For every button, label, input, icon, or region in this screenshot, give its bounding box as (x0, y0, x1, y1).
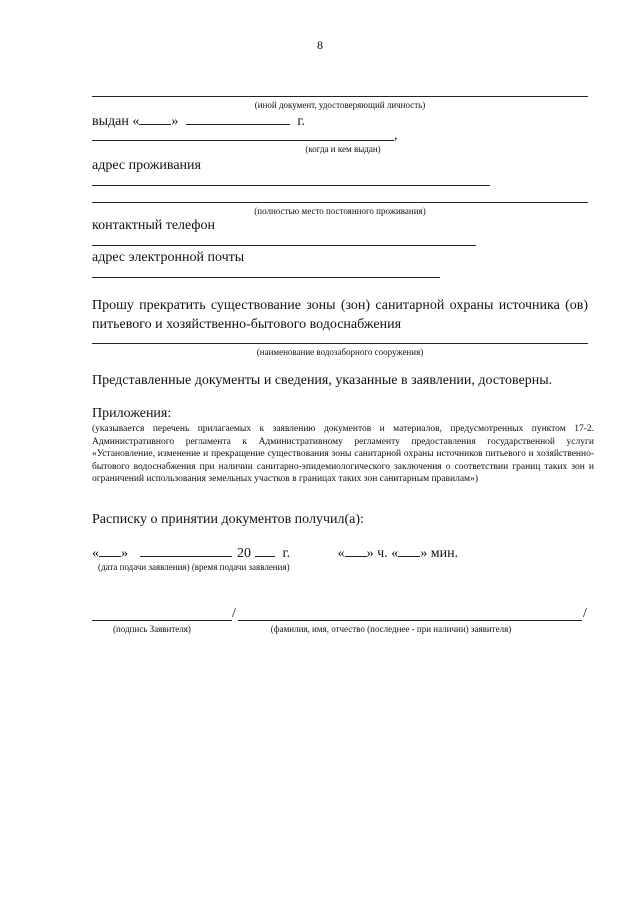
signature-caption: (подпись Заявителя) (113, 624, 191, 634)
receipt-year-prefix: 20 (237, 546, 251, 561)
receipt-day-quote-open: « (92, 546, 99, 561)
receipt-year-suffix: г. (282, 546, 291, 561)
receipt-day-field (99, 544, 121, 557)
email-line (92, 277, 440, 278)
applicant-name-line (238, 620, 582, 621)
issued-by-caption: (когда и кем выдан) (305, 144, 381, 154)
receipt-date-time-row (92, 544, 458, 562)
attachments-note: (указывается перечень прилагаемых к заявлению документов и материалов, предусмотренных пунктом 17-2. Административного регламента к Административному регламенту предоставления государственной услуги «Установление, изменение и прекращение существования зоны санитарной охраны источников питьевого и хозяйственно-бытового водоснабжения при наличии санитарно-эпидемиологического заключения о соответствии границ таких зон и ограничений использования земельных участков в границах таких зон санитарным правилам») (92, 424, 594, 484)
receipt-hour-quote-close: » (366, 546, 374, 561)
residence-caption: (полностью место постоянного проживания) (254, 206, 426, 216)
issued-by-comma: , (394, 128, 398, 143)
issued-day-field (139, 112, 171, 125)
residence-line-2 (92, 202, 588, 203)
receipt-hours-label: ч. (377, 546, 388, 561)
receipt-caption: (дата подачи заявления) (время подачи заявления) (98, 562, 290, 572)
receipt-hour-field (345, 544, 367, 557)
request-caption: (наименование водозаборного сооружения) (256, 347, 424, 357)
receipt-minute-field (398, 544, 420, 557)
phone-line (92, 245, 476, 246)
page-number: 8 (317, 38, 323, 52)
applicant-name-caption: (фамилия, имя, отчество (последнее - при наличии) заявителя) (270, 624, 512, 634)
phone-label: контактный телефон (92, 218, 215, 233)
issued-quote-close: » (171, 114, 179, 129)
receipt-minute-quote-open: « (391, 546, 399, 561)
receipt-day-quote-close: » (121, 546, 128, 561)
identity-doc-caption: (иной документ, удостоверяющий личность) (254, 100, 426, 110)
issued-by-line (92, 140, 394, 141)
signature-line (92, 620, 232, 621)
receipt-title: Расписку о принятии документов получил(а): (92, 512, 364, 527)
request-line (92, 343, 588, 344)
residence-label: адрес проживания (92, 158, 201, 173)
issued-row (92, 112, 305, 130)
issued-label: выдан (92, 114, 129, 129)
identity-doc-line (92, 96, 588, 97)
issued-month-field (186, 112, 290, 125)
receipt-month-field (140, 544, 232, 557)
receipt-year-field (255, 544, 275, 557)
signature-slash-1: / (232, 606, 236, 621)
signature-slash-2: / (583, 606, 587, 621)
receipt-minutes-label: мин. (430, 546, 459, 561)
residence-line-1 (92, 185, 490, 186)
attachments-title: Приложения: (92, 406, 172, 421)
receipt-minute-quote-close: » (420, 546, 428, 561)
request-text: Прошу прекратить существование зоны (зон) санитарной охраны источника (ов) питьевого и хозяйственно-бытового водоснабжения (92, 298, 588, 332)
email-label: адрес электронной почты (92, 250, 245, 265)
receipt-hour-quote-open: « (337, 546, 345, 561)
issued-year-suffix: г. (297, 114, 306, 129)
issued-quote-open: « (132, 114, 140, 129)
confirmation-text: Представленные документы и сведения, указанные в заявлении, достоверны. (92, 373, 553, 388)
